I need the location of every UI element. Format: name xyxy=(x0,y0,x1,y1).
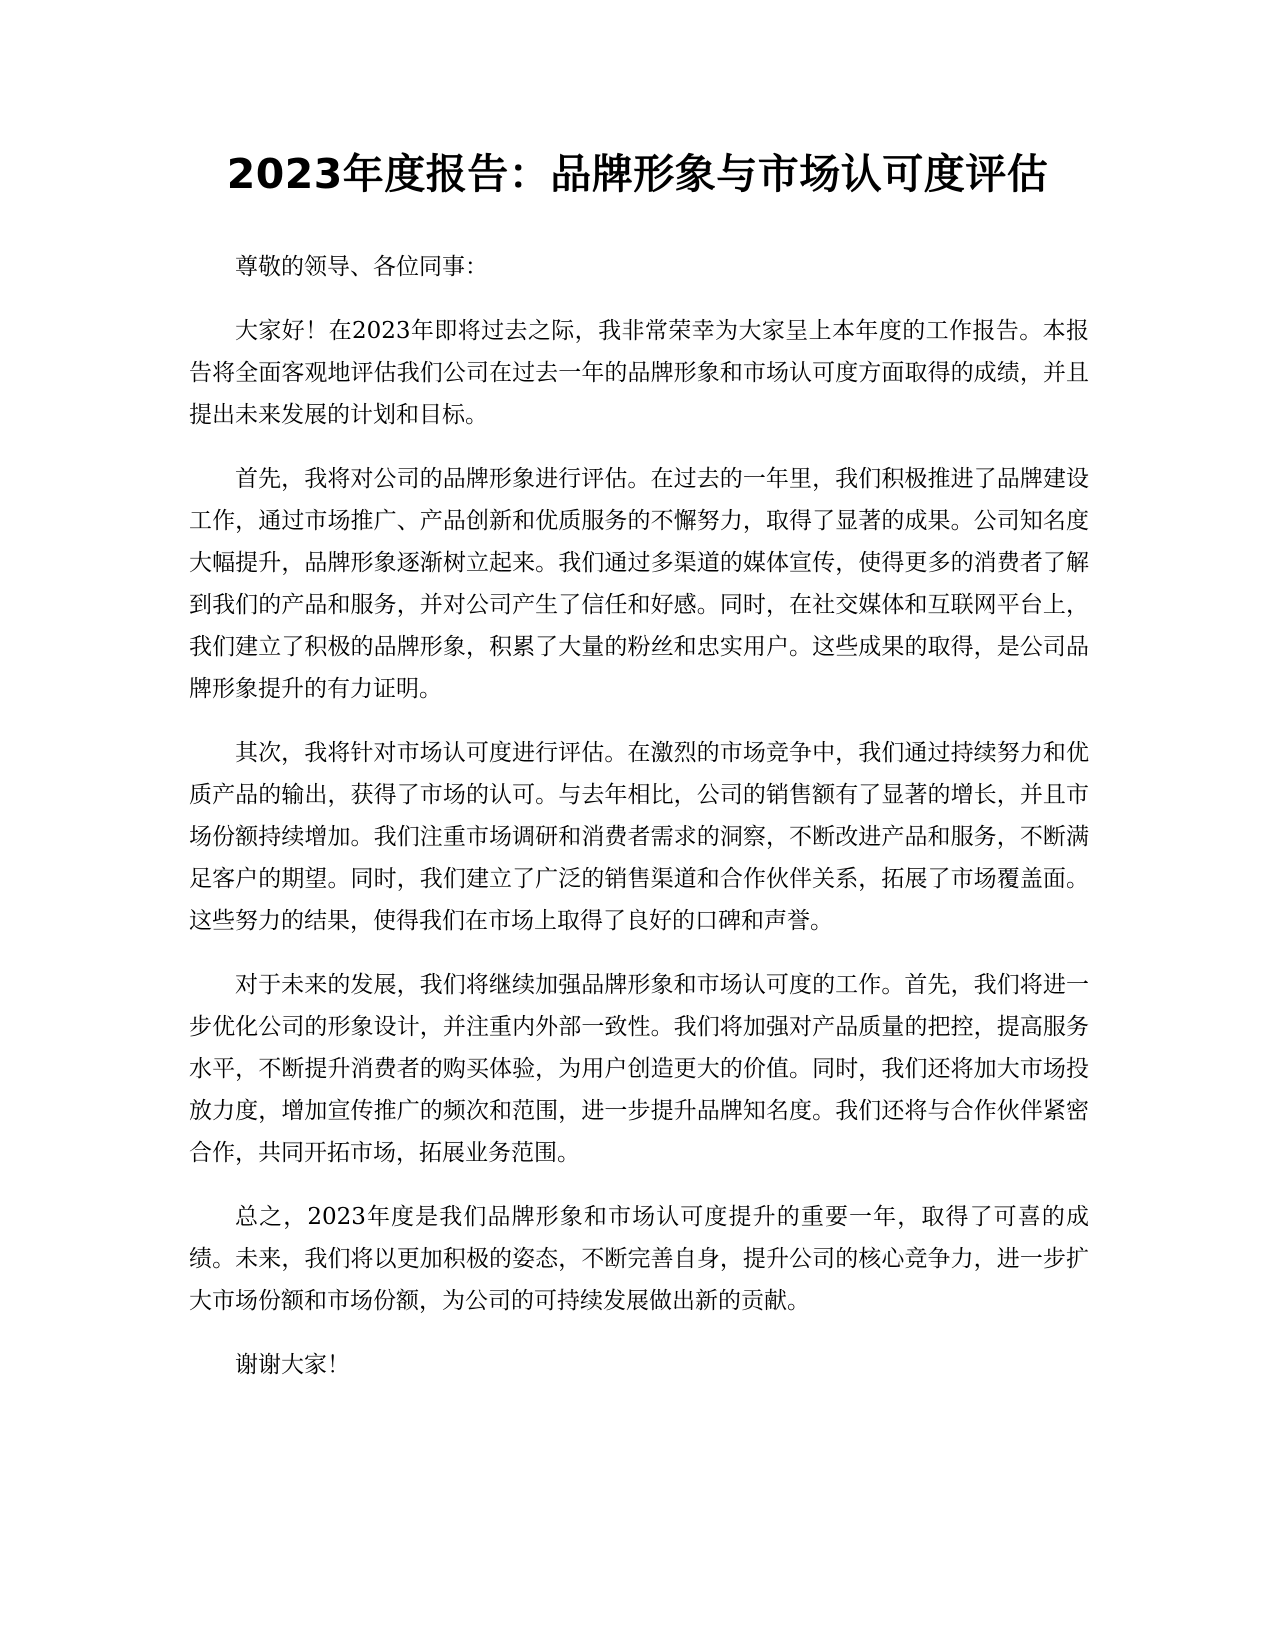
salutation-paragraph: 尊敬的领导、各位同事： xyxy=(235,254,488,280)
document-body xyxy=(189,246,1089,1408)
closing-paragraph: 谢谢大家！ xyxy=(235,1352,350,1378)
intro-paragraph: 大家好！在2023年即将过去之际，我非常荣幸为大家呈上本年度的工作报告。本报告将全面客观地评估我们公司在过去一年的品牌形象和市场认可度方面取得的成绩，并且提出未来发展的计划和目标。 xyxy=(189,318,1089,428)
market-recognition-paragraph: 其次，我将针对市场认可度进行评估。在激烈的市场竞争中，我们通过持续努力和优质产品的输出，获得了市场的认可。与去年相比，公司的销售额有了显著的增长，并且市场份额持续增加。我们注重市场调研和消费者需求的洞察，不断改进产品和服务，不断满足客户的期望。同时，我们建立了广泛的销售渠道和合作伙伴关系，拓展了市场覆盖面。这些努力的结果，使得我们在市场上取得了良好的口碑和声誉。 xyxy=(189,740,1089,934)
page-title: 2023年度报告：品牌形象与市场认可度评估 xyxy=(226,150,1049,198)
future-plan-paragraph: 对于未来的发展，我们将继续加强品牌形象和市场认可度的工作。首先，我们将进一步优化公司的形象设计，并注重内外部一致性。我们将加强对产品质量的把控，提高服务水平，不断提升消费者的购买体验，为用户创造更大的价值。同时，我们还将加大市场投放力度，增加宣传推广的频次和范围，进一步提升品牌知名度。我们还将与合作伙伴紧密合作，共同开拓市场，拓展业务范围。 xyxy=(189,972,1089,1166)
brand-image-paragraph: 首先，我将对公司的品牌形象进行评估。在过去的一年里，我们积极推进了品牌建设工作，通过市场推广、产品创新和优质服务的不懈努力，取得了显著的成果。公司知名度大幅提升，品牌形象逐渐树立起来。我们通过多渠道的媒体宣传，使得更多的消费者了解到我们的产品和服务，并对公司产生了信任和好感。同时，在社交媒体和互联网平台上，我们建立了积极的品牌形象，积累了大量的粉丝和忠实用户。这些成果的取得，是公司品牌形象提升的有力证明。 xyxy=(189,466,1089,702)
summary-paragraph: 总之，2023年度是我们品牌形象和市场认可度提升的重要一年，取得了可喜的成绩。未来，我们将以更加积极的姿态，不断完善自身，提升公司的核心竞争力，进一步扩大市场份额和市场份额，为公司的可持续发展做出新的贡献。 xyxy=(189,1204,1089,1314)
